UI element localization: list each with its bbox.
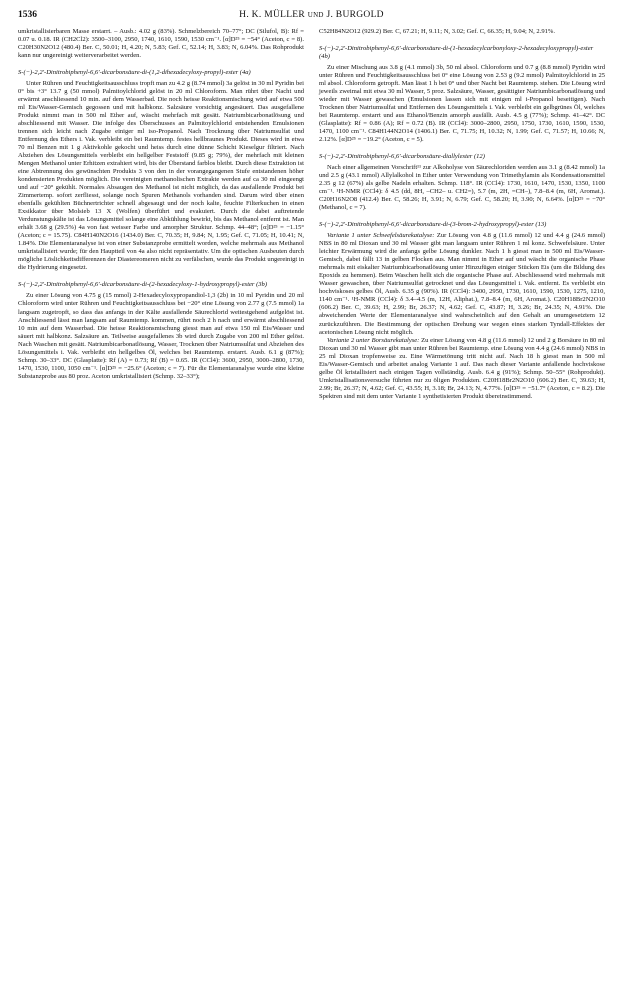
- section-heading: S-(−)-2,2′-Dinitrobiphenyl-6,6′-dicarbonsäure-di-(1-hexadecylcarbonyloxy-2-hexadecyloxypropyl)-ester (4b): [319, 45, 594, 61]
- paragraph-text: Zur Lösung von 4.8 g (11.6 mmol) 12 und 4.4 g (24.6 mmol) NBS in 80 ml Dioxan und 30 ml Wasser gibt man langsam unter Rühren 1 ml konz. Schwefelsäure. Unter leichter Erwärmung wird die anfangs gelbe Lösung dunkler. Nach 1 h giesst man in 500 ml Eis/Wasser-Gemisch, dabei fällt 13 in gelben Flocken aus. Man nimmt in Ether auf und wäscht die organische Phase mehrmals mit eiskalter Natriumbicarbonatlösung unter Hinzufügen einiger Stücken Eis (um die Bildung des Epoxids zu hemmen). Beim Waschen hellt sich die organische Phase auf. Abschliessend wird mehrmals mit Wasser gewaschen, über Natriumsulfat getrocknet und das Lösungsmittel i. Vak. entfernt. Es verbleibt ein hochviskoses gelbes Öl, Ausb. 6.35 g (90%). IR (CCl4): 3400, 2950, 1730, 1610, 1590, 1530, 1275, 1210, 1140 cm⁻¹. ¹H-NMR (CCl4): δ 3.4–4.5 (m, 12H, Aliphat.), 7.8–8.4 (m, 6H, Aromat.). C20H18Br2N2O10 (606.2) Ber. C, 39.63; H, 2.99; Br, 26.37; N, 4.62; Gef. C, 43.87; H, 3.26; Br, 24.35; N, 4.91%. Die abweichenden Werte der Elementaranalyse sind wahrscheinlich auf den Gehalt an unumgesetztem 12 zurückzuführen. Die Bestimmung der optischen Drehung war wegen eines starken Tyndall-Effektes der acetonischen Lösung nicht möglich.: [319, 232, 605, 336]
- running-head-authors: H. K. MÜLLER und J. BURGOLD: [239, 10, 384, 20]
- section-heading: S-(−)-2,2′-Dinitrobiphenyl-6,6′-dicarbonsäure-di-(2-hexadecyloxy-1-hydroxypropyl)-ester (3b): [18, 281, 268, 289]
- paragraph: [319, 337, 605, 401]
- paragraph: C52H84N2O12 (929.2) Ber. C, 67.21; H, 9.11; N, 3.02; Gef. C, 66.35; H, 9.04; N, 2.91%.: [319, 28, 555, 35]
- paragraph: Zu einer Lösung von 4.75 g (15 mmol) 2-Hexadecyloxypropandiol-1,3 (2b) in 10 ml Pyridin und 20 ml Chloroform wird unter Rühren und Feuchtigkeitsausschluss bei −20° eine Lösung von 2.77 g (7.5 mmol) 1a langsam zugetropft, so dass das anfangs in der Kälte ausfallende Säurechlorid weitestgehend aufgelöst ist. Anschliessend lässt man langsam auf Raumtemp. kommen, rührt noch 2 h nach und erwärmt abschliessend 10 min auf dem Wasserbad. Die heisse Reaktionsmischung giesst man auf etwa 150 ml Eis/Wasser und säuert mit halbkonz. Salzsäure an. Teilweise ausgefallenes 3b wird durch Zugabe von 200 ml Ether gelöst. Nach Waschen mit gesätt. Natriumbicarbonatlösung, Wasser, Trocknen über Natriumsulfat und Abziehen des Lösungsmittels i. Vak. verbleibt ein hellgelbes Öl, welches bei Raumtemp. erstarrt. Ausb. 6.1 g (87%); Schmp. 30–33°. DC (Glasplatte): Rf (A) = 0.73; Rf (B) = 0.65. IR (CCl4): 3600, 2950, 3000–2800, 1730, 1470, 1530, 1100, 1050 cm⁻¹. [α]D²⁵ = −25.6° (Aceton; c = 7). Für die Elementaranalyse wurde eine kleine Substanzprobe aus 80 proz. Aceton umkristallisiert (Schmp. 32–33°);: [18, 292, 304, 380]
- paragraph: Nach einer allgemeinen Vorschrift¹¹ zur Alkoholyse von Säurechloriden werden aus 3.1 g (8.42 mmol) 1a und 2.5 g (43.1 mmol) Allylalkohol in Ether unter Verwendung von Trimethylamin als Kondensationsmittel 2.35 g 12 (67%) als gelbe Nadeln erhalten. Schmp. 118°. IR (CCl4): 1730, 1610, 1470, 1530, 1350, 1100 cm⁻¹. ¹H-NMR (CCl4): δ 4.5 (dd, 8H, –CH2– u. CH2=), 5.7 (m, 2H, =CH–), 7.8–8.4 (m, 6H, Aromat.). C20H16N2O8 (412.4) Ber. C, 58.26; H, 3.91; N, 6.79; Gef. C, 58.20; H, 3.90; N, 6.64%. [α]D²⁵ = −70° (Methanol, c = 7).: [319, 164, 605, 212]
- paragraph: [319, 232, 605, 336]
- paragraph-text: Zu einer Lösung von 4.8 g (11.6 mmol) 12 und 2 g Borsäure in 80 ml Dioxan und 30 ml Wasser gibt man unter Rühren bei Raumtemp. eine Lösung von 4.4 g (24.6 mmol) NBS in 25 ml Dioxan tropfenweise zu. Eine Wärmetönung tritt nicht auf. Nach 18 h giesst man in 500 ml Eis/Wasser-Gemisch und arbeitet analog Variante 1 auf. Das nach dieser Variante anfallende hochviskose gelbe Öl kristallisiert nach einigen Tagen vollständig. Ausb. 6.4 g (91%); Schmp. 50–55° (Rohprodukt). Umkristallisationsversuche führten nur zu öligen Produkten. C20H18Br2N2O10 (606.2) Ber. C, 39.63; H, 2.99; Br, 26.37; N, 4.62; Gef. C, 43.55; H, 3.18; Br, 24.13; N, 4.77%. [α]D²⁵ = −51.7° (Aceton, c = 8.2). Die Spektren sind mit dem unter Variante 1 synthetisierten Produkt übereinstimmend.: [319, 336, 605, 400]
- variant-label: Variante 1 unter Schwefelsäurekatalyse:: [327, 232, 435, 240]
- paragraph: Unter Rühren und Feuchtigkeitsausschluss tropft man zu 4.2 g (8.74 mmol) 3a gelöst in 30 ml Pyridin bei 0° bis +3° 13.7 g (50 mmol) Palmitoylchlorid gelöst in 20 ml Chloroform. Man rührt über Nacht und erwärmt anschliessend 10 min. auf dem Wasserbad. Die noch heisse Reaktionsmischung wird auf etwa 500 ml Eis/Wasser-Gemisch gegossen und mit halbkonz. Salzsäure vorsichtig angesäuert. Das ausgefallene Produkt nimmt man in 500 ml Ether auf, wäscht mehrfach mit gesätt. Natriumbicarbonatlösung und abschliessend mit Wasser. Die infolge des Überschusses an Palmitoylchlorid entstehenden Emulsionen trennen sich leicht nach Zugabe einiger ml iso-Propanol. Nach Trocknung über Natriumsulfat und Entfernung des Ethers i. Vak. verbleibt ein bei Raumtemp. festes hellbraunes Produkt. Dieses wird in etwa 70 ml Benzen mit 1 g Aktivkohle gekocht und heiss durch eine dünne Schicht Kieselgur filtriert. Nach Abziehen des Lösungsmittels verbleibt ein hellgelber Feststoff (9.85 g; 79%), der mehrfach mit kleinen Mengen Methanol unter Erhitzen extrahiert wird, bis der Überstand farblos bleibt. Durch diese Extraktion ist eine Abtrennung des gewünschten Produkts 3 von den in der vorangegangenen Stufe entstandenen höher kondensierten Produkten möglich. Die vereinigten methanolischen Extrakte werden auf ca 30 ml eingeengt und auf −20° gekühlt. Normales Absaugen des Methanol ist nicht möglich, da das ausfallende Produkt bei Zimmertemp. sofort zerfliesst, solange noch Spuren Methanols vorhanden sind. Darum wird über einen ebenfalls gekühlten Büchnertrichter schnell abgesaugt und der noch kalte, feuchte Filterkuchen in einen Exsikkator über Molsieb 13 X (Wolfen) überführt und evakuiert. Durch die dabei auftretende Verdunstungskälte ist das Lösungsmittel solange eine Abkühlung bewirkt, bis das Methanol entfernt ist. Man erhält 3.68 g (29.5%) 4a von fast weisser Farbe und amorpher Struktur. Schmp. 44–48°; [α]D²⁵ = −1.15° (Aceton; c = 15.75). C84H140N2O16 (1434.0) Ber. C, 70.35; H, 9.84; N, 1.95; Gef. C, 71.05; H, 10.41; N, 1.84%. Die Elementaranalyse ist von einer Substanzprobe ermittelt worden, welche mehrmals aus Methanol umkristallisiert wurde; für den Hauptteil von 4a also nicht repräsentativ. Um die optischen Ausbeuten durch mögliche Löslichkeitsdifferenzen der Diastereomeren nicht zu verfälschen, wurde das Produkt ungereinigt in die Hydrierung eingesetzt.: [18, 80, 304, 272]
- page-header: [18, 10, 605, 24]
- section-heading: S-(−)-2,2′-Dinitrobiphenyl-6,6′-dicarbonsäure-di-(1,2-dihexadecyloxy-propyl)-ester (4a): [18, 69, 251, 77]
- paragraph: umkristallisierbaren Masse erstarrt. – Ausb.: 4.02 g (83%). Schmelzbereich 70–77°; DC (Silufol, B): Rf = 0.07 u. 0.18. IR (CH2Cl2): 3500–3100, 2950, 1740, 1610, 1590, 1530 cm⁻¹. [α]D²⁵ = −54° (Aceton, c = 8). C20H30N2O12 (480.4) Ber. C, 50.01; H, 4.20; N, 5.83; Gef. C, 52.14; H, 3.83; N, 6.04%. Das Rohprodukt kann nur ungereinigt weiterverarbeitet werden.: [18, 28, 304, 60]
- page-number: 1536: [18, 10, 37, 20]
- section-heading: S-(−)-2,2′-Dinitrobiphenyl-6,6′-dicarbonsäure-di-(3-brom-2-hydroxypropyl)-ester (13): [319, 221, 547, 229]
- left-column: [18, 28, 304, 381]
- right-column: [319, 28, 605, 401]
- variant-label: Variante 2 unter Borsäurekatalyse:: [327, 336, 420, 344]
- section-heading: S-(−)-2,2′-Dinitrobiphenyl-6,6′-dicarbonsäure-diallylester (12): [319, 153, 485, 161]
- paragraph: Zu einer Mischung aus 3.8 g (4.1 mmol) 3b, 50 ml absol. Chloroform und 0.7 g (8.8 mmol) Pyridin wird unter Rühren und Feuchtigkeitsausschluss bei 0° eine Lösung von 2.53 g (9.2 mmol) Palmitoylchlorid in 25 ml absol. Chloroform getropft. Man lässt 1 h bei 0° und über Nacht bei Raumtemp. stehen. Die Lösung wird jeweils zweimal mit etwa 30 ml Wasser, 5 proz. Salzsäure, Wasser, gesättigter Natriumbicarbonatlösung und wieder mit Wasser gewaschen (Emulsionen lassen sich mit einigen ml i-Propanol beseitigen). Nach Trocknen über Natriumsulfat und Entfernen des Lösungsmittels i. Vak. verbleibt ein gelbgrünes Öl, welches bei Raumtemp. erstarrt und aus Ethanol/Benzin amorph ausfällt. Ausb. 4.5 g (77%); Schmp. 41–42°. DC (Glasplatte): Rf = 0.86 (A); Rf = 0.72 (B). IR (CCl4): 3000–2800, 2950, 1750, 1730, 1610, 1590, 1530, 1470, 1100 cm⁻¹. C84H144N2O14 (1406.1) Ber. C, 71.75; H, 10.32; N, 1.99; Gef. C, 71.57; H, 10.66; N, 2.12%. [α]D²⁵ = −19.2° (Aceton, c = 5).: [319, 64, 605, 144]
